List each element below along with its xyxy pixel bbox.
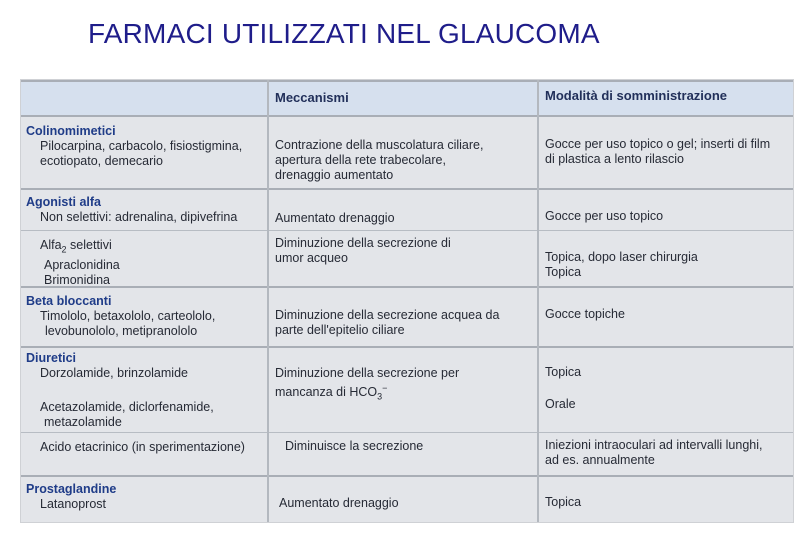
drug-line: levobunololo, metipranololo [45,324,198,338]
mechanism-line: mancanza di $HCO_3^-$ [275,383,388,402]
row-diuretici-drugs [26,351,188,381]
row-diuretici-administration-oral: Orale [545,397,576,411]
mechanism-line: umor acqueo [275,251,348,265]
header-rule [21,115,793,117]
column-divider [537,80,539,522]
administration-line: ad es. annualmente [545,453,655,467]
category-label: Diuretici [26,351,77,365]
mechanism-line: apertura della rete trabecolare, [275,153,446,167]
category-label: Prostaglandine [26,482,117,496]
drug-line: ecotiopato, demecario [40,154,163,168]
row-colinomimetici-administration [545,137,770,167]
row-prostaglandine-drugs [26,482,116,512]
row-diuretici-oral-drugs [40,400,214,430]
row-agonisti-sel-mechanism [275,236,451,266]
row-agonisti-nonsel-mechanism: Aumentato drenaggio [275,211,395,225]
header-administration: Modalità di somministrazione [545,88,728,103]
row-etacrinico-mechanism: Diminuisce la secrezione [285,439,424,453]
administration-line: Gocce per uso topico o gel; inserti di film [545,137,771,151]
table-bottom-rule [21,522,793,523]
administration-line: Topica [545,265,582,279]
row-prostaglandine-administration: Topica [545,495,582,509]
category-label: Agonisti alfa [26,195,102,209]
selective-label: Alfa$_2$ selettivi [40,238,112,255]
drug-line: Timololo, betaxololo, carteololo, [40,309,216,323]
table-top-rule [21,80,793,82]
drug-line: Latanoprost [40,497,107,511]
mechanism-line: Diminuzione della secrezione per [275,366,460,380]
row-colinomimetici-mechanism [275,138,483,183]
administration-line: Topica, dopo laser chirurgia [545,250,698,264]
drug-line: Non selettivi: adrenalina, dipivefrina [40,210,238,224]
row-agonisti-sel-drugs [40,238,120,288]
column-divider [267,80,269,522]
row-prostaglandine-mechanism: Aumentato drenaggio [279,496,399,510]
drug-line: Dorzolamide, brinzolamide [40,366,188,380]
row-divider [21,432,793,433]
row-agonisti-nonsel-drugs [26,195,237,225]
row-diuretici-administration-topical: Topica [545,365,582,379]
category-label: Colinomimetici [26,124,116,138]
drug-line: metazolamide [44,415,122,429]
drug-line: Apraclonidina [44,257,120,272]
row-divider [21,475,793,477]
row-agonisti-sel-administration [545,250,698,280]
drug-line: Brimonidina [44,272,111,287]
mechanism-line: Diminuzione della secrezione di [275,236,451,250]
administration-line: Iniezioni intraoculari ad intervalli lunghi, [545,438,763,452]
mechanism-line: drenaggio aumentato [275,168,394,182]
mechanism-line: Contrazione della muscolatura ciliare, [275,138,484,152]
header-mechanism: Meccanismi [275,90,349,105]
row-divider [21,230,793,231]
mechanism-line: Diminuzione della secrezione acquea da [275,308,500,322]
drug-table [20,79,794,523]
row-etacrinico-administration [545,438,762,468]
page-title: FARMACI UTILIZZATI NEL GLAUCOMA [88,18,600,49]
row-beta-administration: Gocce topiche [545,307,625,321]
mechanism-line: parte dell'epitelio ciliare [275,323,405,337]
row-divider [21,346,793,348]
row-etacrinico-drugs: Acido etacrinico (in sperimentazione) [40,440,245,454]
row-agonisti-nonsel-administration: Gocce per uso topico [545,209,664,223]
drug-line: Acetazolamide, diclorfenamide, [40,400,214,414]
administration-line: di plastica a lento rilascio [545,152,684,166]
row-diuretici-mechanism [275,366,459,405]
drug-line: Pilocarpina, carbacolo, fisiostigmina, [40,139,243,153]
category-label: Beta bloccanti [26,294,112,308]
row-beta-mechanism [275,308,499,338]
row-colinomimetici-drugs [26,124,242,169]
row-divider [21,286,793,288]
row-beta-drugs [26,294,215,339]
row-divider [21,188,793,190]
